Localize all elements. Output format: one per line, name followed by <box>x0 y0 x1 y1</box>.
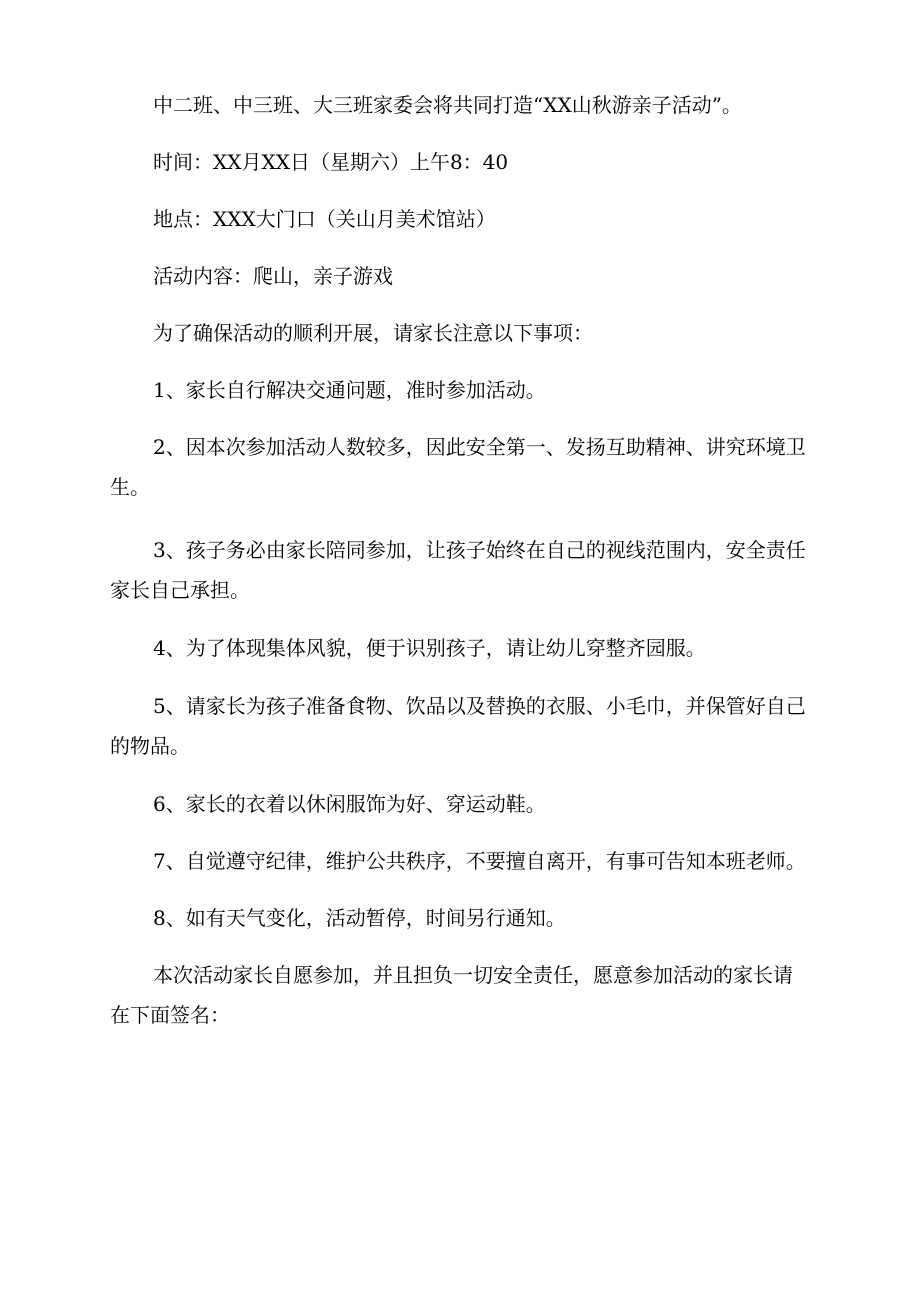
notice-item-5: 5、请家长为孩子准备食物、饮品以及替换的衣服、小毛巾，并保管好自己的物品。 <box>110 694 806 758</box>
signature-request-paragraph: 本次活动家长自愿参加，并且担负一切安全责任，愿意参加活动的家长请在下面签名： <box>110 963 793 1027</box>
intro-paragraph: 中二班、中三班、大三班家委会将共同打造“XX山秋游亲子活动”。 <box>153 93 742 117</box>
notice-item-1: 1、家长自行解决交通问题，准时参加活动。 <box>153 378 546 402</box>
notice-item-7: 7、自觉遵守纪律，维护公共秩序，不要擅自离开，有事可告知本班老师。 <box>153 849 806 873</box>
notice-item-8: 8、如有天气变化，活动暂停，时间另行通知。 <box>153 906 566 930</box>
time-paragraph: 时间：XX月XX日（星期六）上午8：40 <box>153 150 509 174</box>
location-paragraph: 地点：XXX大门口（关山月美术馆站） <box>153 207 496 231</box>
activity-content-paragraph: 活动内容：爬山，亲子游戏 <box>153 264 393 288</box>
notice-item-3: 3、孩子务必由家长陪同参加，让孩子始终在自己的视线范围内，安全责任家长自己承担。 <box>110 538 806 602</box>
notice-item-6: 6、家长的衣着以休闲服饰为好、穿运动鞋。 <box>153 792 546 816</box>
notice-item-2: 2、因本次参加活动人数较多，因此安全第一、发扬互助精神、讲究环境卫生。 <box>110 435 806 499</box>
notice-item-4: 4、为了体现集体风貌，便于识别孩子，请让幼儿穿整齐园服。 <box>153 636 706 660</box>
notice-intro-paragraph: 为了确保活动的顺利开展，请家长注意以下事项： <box>153 321 593 345</box>
